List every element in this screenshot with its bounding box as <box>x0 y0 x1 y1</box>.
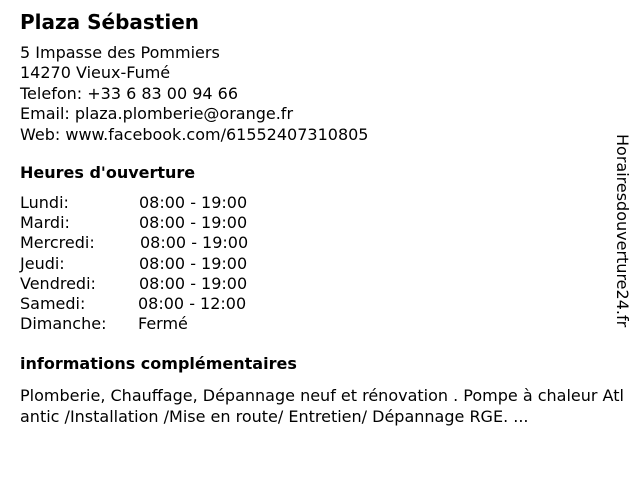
hours-time: 08:00 - 19:00 <box>139 253 248 273</box>
site-watermark: Horairesdouverture24.fr <box>613 134 632 328</box>
hours-time: 08:00 - 19:00 <box>139 273 248 293</box>
hours-day: Mercredi: <box>20 233 95 253</box>
business-name: Plaza Sébastien <box>20 10 200 34</box>
hours-row-mercredi <box>20 233 280 253</box>
hours-day: Jeudi: <box>20 253 65 273</box>
info-description: Plomberie, Chauffage, Dépannage neuf et rénovation . Pompe à chaleur Atlantic /Installation /Mise en route/ Entretien/ Dépannage RGE. ... <box>20 386 624 426</box>
hours-row-jeudi <box>20 254 280 274</box>
web-line: Web: www.facebook.com/61552407310805 <box>20 124 369 144</box>
hours-time: 08:00 - 12:00 <box>138 293 247 313</box>
hours-day: Lundi: <box>20 193 69 212</box>
hours-row-vendredi <box>20 274 280 294</box>
hours-table <box>20 193 280 334</box>
hours-row-dimanche <box>20 314 280 334</box>
hours-time: 08:00 - 19:00 <box>140 233 249 253</box>
hours-day: Vendredi: <box>20 273 96 293</box>
hours-time: Fermé <box>138 314 188 334</box>
email-line: Email: plaza.plomberie@orange.fr <box>20 104 294 124</box>
contact-block <box>20 43 368 145</box>
hours-row-mardi <box>20 213 280 233</box>
hours-day: Dimanche: <box>20 314 107 334</box>
hours-heading: Heures d'ouverture <box>20 163 196 182</box>
phone-line: Telefon: +33 6 83 00 94 66 <box>20 83 239 103</box>
hours-row-samedi <box>20 294 280 314</box>
hours-time: 08:00 - 19:00 <box>139 193 248 212</box>
info-heading: informations complémentaires <box>20 354 297 373</box>
hours-day: Mardi: <box>20 213 70 233</box>
hours-time: 08:00 - 19:00 <box>139 213 248 233</box>
hours-day: Samedi: <box>20 293 86 313</box>
hours-row-lundi <box>20 193 280 213</box>
address-street: 5 Impasse des Pommiers <box>20 43 220 62</box>
address-city: 14270 Vieux-Fumé <box>20 63 171 83</box>
